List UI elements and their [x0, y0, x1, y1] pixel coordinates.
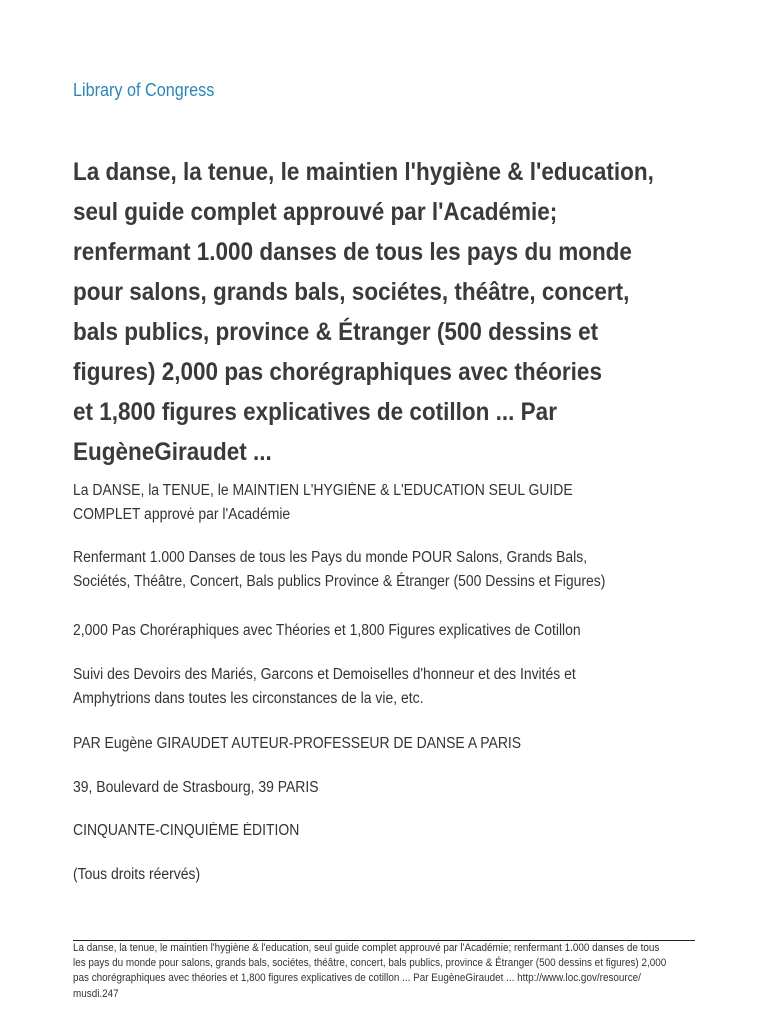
- document-title: [73, 152, 685, 472]
- paragraph-line: Amphytrions dans toutes les circonstances de la vie, etc.: [73, 690, 424, 707]
- footnote-line: musdi.247: [73, 987, 119, 1000]
- title-line: La danse, la tenue, le maintien l'hygiène & l'education,: [73, 158, 654, 186]
- paragraph-contents: [73, 546, 692, 594]
- title-line: seul guide complet approuvé par l'Académie;: [73, 198, 558, 226]
- paragraph-rights: [73, 863, 692, 887]
- paragraph-title-page: [73, 479, 692, 527]
- title-line: et 1,800 figures explicatives de cotillon ... Par: [73, 398, 557, 426]
- paragraph-steps: [73, 619, 692, 643]
- title-line: renfermant 1.000 danses de tous les pays du monde: [73, 238, 632, 266]
- paragraph-edition: [73, 819, 692, 843]
- paragraph-line: Suivi des Devoirs des Mariés, Garcons et Demoiselles d'honneur et des Invités et: [73, 666, 576, 683]
- footnote-line: La danse, la tenue, le maintien l'hygiène & l'education, seul guide complet approuvé par l'Académie; renfermant 1.000 danses de tous: [73, 942, 660, 954]
- paragraph-address: [73, 776, 692, 800]
- footnote-line: les pays du monde pour salons, grands bals, sociétes, théâtre, concert, bals publics, province & Étranger (500 dessins et figures) 2,000: [73, 957, 667, 970]
- paragraph-line: PAR Eugène GIRAUDET AUTEUR-PROFESSEUR DE DANSE A PARIS: [73, 735, 522, 752]
- title-line: pour salons, grands bals, sociétes, théâtre, concert,: [73, 278, 630, 306]
- paragraph-line: CINQUANTE-CINQUIÈME ÉDITION: [73, 822, 300, 839]
- paragraph-line: Renfermant 1.000 Danses de tous les Pays du monde POUR Salons, Grands Bals,: [73, 549, 588, 566]
- title-line: bals publics, province & Étranger (500 dessins et: [73, 318, 599, 346]
- paragraph-duties: [73, 663, 692, 711]
- paragraph-line: 2,000 Pas Choréraphiques avec Théories et 1,800 Figures explicatives de Cotillon: [73, 622, 581, 639]
- paragraph-line: (Tous droits réervés): [73, 866, 201, 883]
- paragraph-line: Sociétés, Théâtre, Concert, Bals publics Province & Étranger (500 Dessins et Figures): [73, 573, 606, 590]
- title-line: EugèneGiraudet ...: [73, 438, 272, 466]
- paragraph-line: 39, Boulevard de Strasbourg, 39 PARIS: [73, 779, 319, 796]
- footnote-citation: [73, 941, 694, 1002]
- paragraph-author: [73, 732, 692, 756]
- paragraph-line: COMPLET approvė par l'Académie: [73, 506, 291, 523]
- paragraph-line: La DANSE, la TENUE, le MAINTIEN L'HYGIÈNE & L'EDUCATION SEUL GUIDE: [73, 482, 573, 499]
- title-line: figures) 2,000 pas chorégraphiques avec théories: [73, 358, 602, 386]
- source-label: Library of Congress: [73, 80, 215, 100]
- footnote-line: pas chorégraphiques avec théories et 1,800 figures explicatives de cotillon ... Par EugèneGiraudet ... http://www.loc.gov/resource/: [73, 972, 641, 985]
